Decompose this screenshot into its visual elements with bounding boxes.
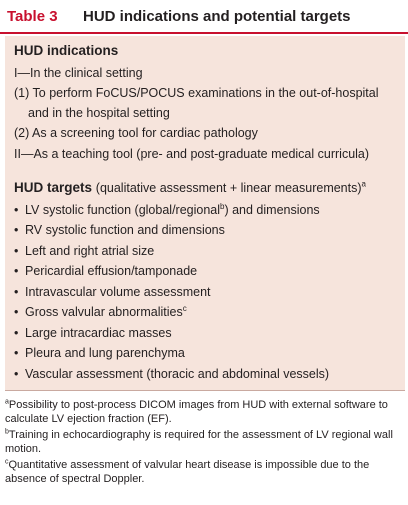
target-item [14, 264, 197, 278]
target-item [14, 326, 172, 340]
table-title: HUD indications and potential targets [83, 8, 351, 25]
bullet-icon: • [14, 285, 19, 299]
footnote-text: Training in echocardiography is required for the assessment of LV regional wall motion. [5, 429, 393, 455]
indication-line: (1) To perform FoCUS/POCUS examinations in the out-of-hospital [14, 86, 379, 100]
footnote-text: Possibility to post-process DICOM images from HUD with external software to calculate LV ejection fraction (EF). [5, 399, 388, 425]
targets-heading-text: HUD targets [14, 180, 93, 195]
bullet-icon: • [14, 326, 19, 340]
footnote-ref: c [182, 303, 187, 313]
target-item [14, 285, 211, 299]
target-item [14, 346, 185, 360]
target-text: Pleura and lung parenchyma [25, 346, 185, 360]
bullet-icon: • [14, 244, 19, 258]
footnote-ref: b [220, 201, 225, 211]
target-text-suffix: ) and dimensions [224, 203, 320, 217]
indication-line: and in the hospital setting [28, 106, 170, 120]
bullet-icon: • [14, 264, 19, 278]
targets-qualifier: (qualitative assessment + linear measurements) [95, 181, 362, 195]
footnote [5, 458, 407, 486]
indication-line: (2) As a screening tool for cardiac pathology [14, 126, 258, 140]
target-item [14, 203, 320, 217]
bullet-icon: • [14, 346, 19, 360]
footnote-mark: b [5, 428, 9, 436]
bullet-icon: • [14, 305, 19, 319]
footnote-divider [5, 390, 405, 391]
target-text: Large intracardiac masses [25, 326, 172, 340]
target-item [14, 244, 154, 258]
target-text: Intravascular volume assessment [25, 285, 211, 299]
indication-line: I—In the clinical setting [14, 66, 143, 80]
targets-heading [14, 180, 366, 195]
target-item [14, 367, 329, 381]
bullet-icon: • [14, 367, 19, 381]
target-text: Pericardial effusion/tamponade [25, 264, 198, 278]
target-text: RV systolic function and dimensions [25, 223, 225, 237]
target-text: Gross valvular abnormalities [25, 305, 183, 319]
target-text: LV systolic function (global/regional [25, 203, 221, 217]
bullet-icon: • [14, 203, 19, 217]
table-header [0, 0, 408, 34]
footnote [5, 398, 407, 426]
footnote-mark: a [5, 398, 9, 406]
bullet-icon: • [14, 223, 19, 237]
target-text: Left and right atrial size [25, 244, 155, 258]
footnote [5, 428, 407, 456]
footnote-ref: a [361, 179, 366, 189]
indication-line: II—As a teaching tool (pre- and post-graduate medical curricula) [14, 147, 370, 161]
footnote-mark: c [5, 458, 9, 466]
target-item [14, 223, 225, 237]
footnote-text: Quantitative assessment of valvular heart disease is impossible due to the absence of spectral Doppler. [5, 459, 370, 485]
indications-heading: HUD indications [14, 43, 119, 58]
target-item [14, 305, 187, 319]
target-text: Vascular assessment (thoracic and abdominal vessels) [25, 367, 330, 381]
table-number: Table 3 [7, 8, 58, 25]
